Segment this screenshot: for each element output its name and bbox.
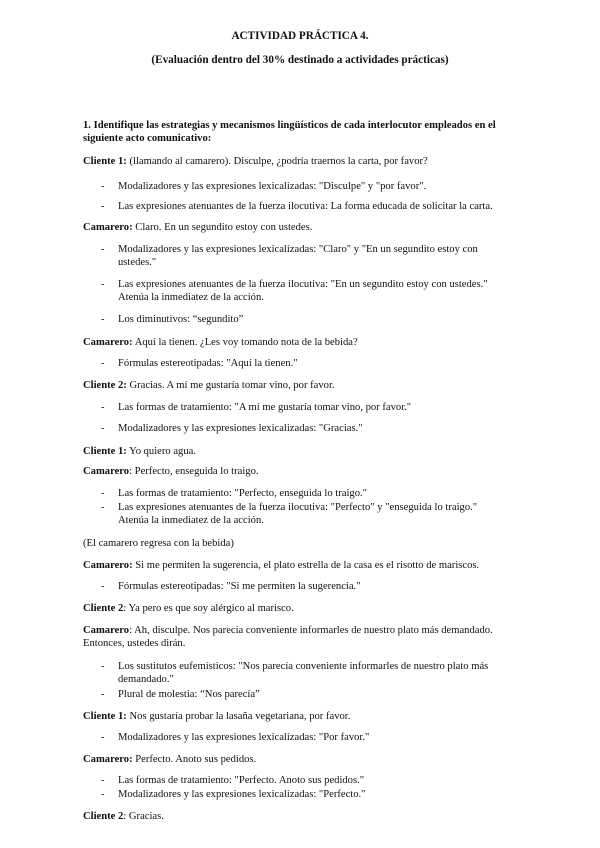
dialogue-turn xyxy=(83,379,335,392)
bullet-dash: - xyxy=(101,314,105,325)
dialogue-turn xyxy=(83,336,358,349)
bullet-dash: - xyxy=(101,181,105,192)
bullet-dash: - xyxy=(101,732,105,743)
bullet-item: Las formas de tratamiento: "Perfecto. Anoto sus pedidos." xyxy=(118,775,365,786)
bullet-dash: - xyxy=(101,502,105,513)
turn-text: Claro. En un segundito estoy con ustedes. xyxy=(132,222,313,233)
bullet-item: Modalizadores y las expresiones lexicalizadas: "Disculpe" y "por favor". xyxy=(118,181,427,192)
speaker-label: Cliente 1: xyxy=(83,156,127,167)
turn-text: Perfecto. Anoto sus pedidos. xyxy=(132,754,257,765)
page-title: ACTIVIDAD PRÁCTICA 4. xyxy=(231,30,369,42)
bullet-item: Los diminutivos: “segundito” xyxy=(118,314,244,325)
bullet-item: Las formas de tratamiento: "Perfecto, enseguida lo traigo." xyxy=(118,488,367,499)
turn-text: : Perfecto, enseguida lo traigo. xyxy=(129,466,259,477)
turn-text: : Ya pero es que soy alérgico al marisco. xyxy=(123,603,294,614)
bullet-item: Los sustitutos eufemísticos: "Nos parecía conveniente informarles de nuestro plato más demandado." xyxy=(118,661,489,685)
bullet-item: Fórmulas estereotipadas: "Aquí la tienen." xyxy=(118,358,298,369)
turn-text: : Ah, disculpe. Nos parecía conveniente informarles de nuestro plato más demandado. Entonces, ustedes dirán. xyxy=(83,625,493,649)
bullet-dash: - xyxy=(101,402,105,413)
question-heading: 1. Identifique las estrategias y mecanismos lingüísticos de cada interlocutor empleados en el siguiente acto comunicativo: xyxy=(83,120,496,144)
dialogue-turn xyxy=(83,602,294,615)
dialogue-turn xyxy=(83,810,164,823)
speaker-label: Camarero: xyxy=(83,754,133,765)
dialogue-turn xyxy=(83,624,523,650)
bullet-item: Modalizadores y las expresiones lexicalizadas: "Gracias." xyxy=(118,423,363,434)
bullet-dash: - xyxy=(101,358,105,369)
dialogue-turn xyxy=(83,710,350,723)
speaker-label: Cliente 1: xyxy=(83,711,127,722)
turn-text: Yo quiero agua. xyxy=(126,446,196,457)
bullet-dash: - xyxy=(101,689,105,700)
turn-text: Aquí la tienen. ¿Les voy tomando nota de la bebida? xyxy=(132,337,358,348)
turn-text: : Gracias. xyxy=(123,811,164,822)
speaker-label: Cliente 2 xyxy=(83,811,124,822)
speaker-label: Camarero xyxy=(83,625,130,636)
page-subtitle: (Evaluación dentro del 30% destinado a actividades prácticas) xyxy=(151,54,449,66)
speaker-label: Camarero: xyxy=(83,560,133,571)
dialogue-turn xyxy=(83,465,259,478)
dialogue-turn xyxy=(83,155,428,168)
bullet-item: Las expresiones atenuantes de la fuerza ilocutiva: "Perfecto" y "enseguida lo traigo." Atenúa la inmediatez de la acción. xyxy=(118,502,478,526)
stage-direction: (El camarero regresa con la bebida) xyxy=(83,538,234,549)
speaker-label: Cliente 2 xyxy=(83,603,124,614)
bullet-dash: - xyxy=(101,423,105,434)
speaker-label: Camarero: xyxy=(83,337,133,348)
turn-text: (llamando al camarero). Disculpe, ¿podría traernos la carta, por favor? xyxy=(126,156,428,167)
bullet-dash: - xyxy=(101,279,105,290)
bullet-item: Las formas de tratamiento: "A mí me gustaría tomar vino, por favor." xyxy=(118,402,412,413)
bullet-item: Modalizadores y las expresiones lexicalizadas: "Claro" y "En un segundito estoy con ustedes." xyxy=(118,244,478,268)
bullet-dash: - xyxy=(101,789,105,800)
bullet-dash: - xyxy=(101,201,105,212)
bullet-item: Las expresiones atenuantes de la fuerza ilocutiva: La forma educada de solicitar la carta. xyxy=(118,201,493,212)
bullet-item: Fórmulas estereotipadas: "Si me permiten la sugerencia." xyxy=(118,581,361,592)
speaker-label: Cliente 2: xyxy=(83,380,127,391)
dialogue-turn xyxy=(83,753,256,766)
bullet-dash: - xyxy=(101,488,105,499)
bullet-item: Plural de molestia: “Nos parecía” xyxy=(118,689,260,700)
bullet-item: Modalizadores y las expresiones lexicalizadas: "Perfecto." xyxy=(118,789,366,800)
speaker-label: Camarero: xyxy=(83,222,133,233)
bullet-item: Las expresiones atenuantes de la fuerza ilocutiva: "En un segundito estoy con ustedes." Atenúa la inmediatez de la acción. xyxy=(118,279,488,303)
bullet-dash: - xyxy=(101,581,105,592)
bullet-dash: - xyxy=(101,775,105,786)
bullet-dash: - xyxy=(101,244,105,255)
turn-text: Nos gustaría probar la lasaña vegetariana, por favor. xyxy=(126,711,351,722)
speaker-label: Camarero xyxy=(83,466,130,477)
turn-text: Gracias. A mí me gustaría tomar vino, por favor. xyxy=(126,380,335,391)
bullet-dash: - xyxy=(101,661,105,672)
dialogue-turn xyxy=(83,221,312,234)
bullet-item: Modalizadores y las expresiones lexicalizadas: "Por favor." xyxy=(118,732,370,743)
dialogue-turn xyxy=(83,559,479,572)
turn-text: Si me permiten la sugerencia, el plato estrella de la casa es el risotto de mariscos. xyxy=(132,560,480,571)
speaker-label: Cliente 1: xyxy=(83,446,127,457)
dialogue-turn xyxy=(83,445,196,458)
